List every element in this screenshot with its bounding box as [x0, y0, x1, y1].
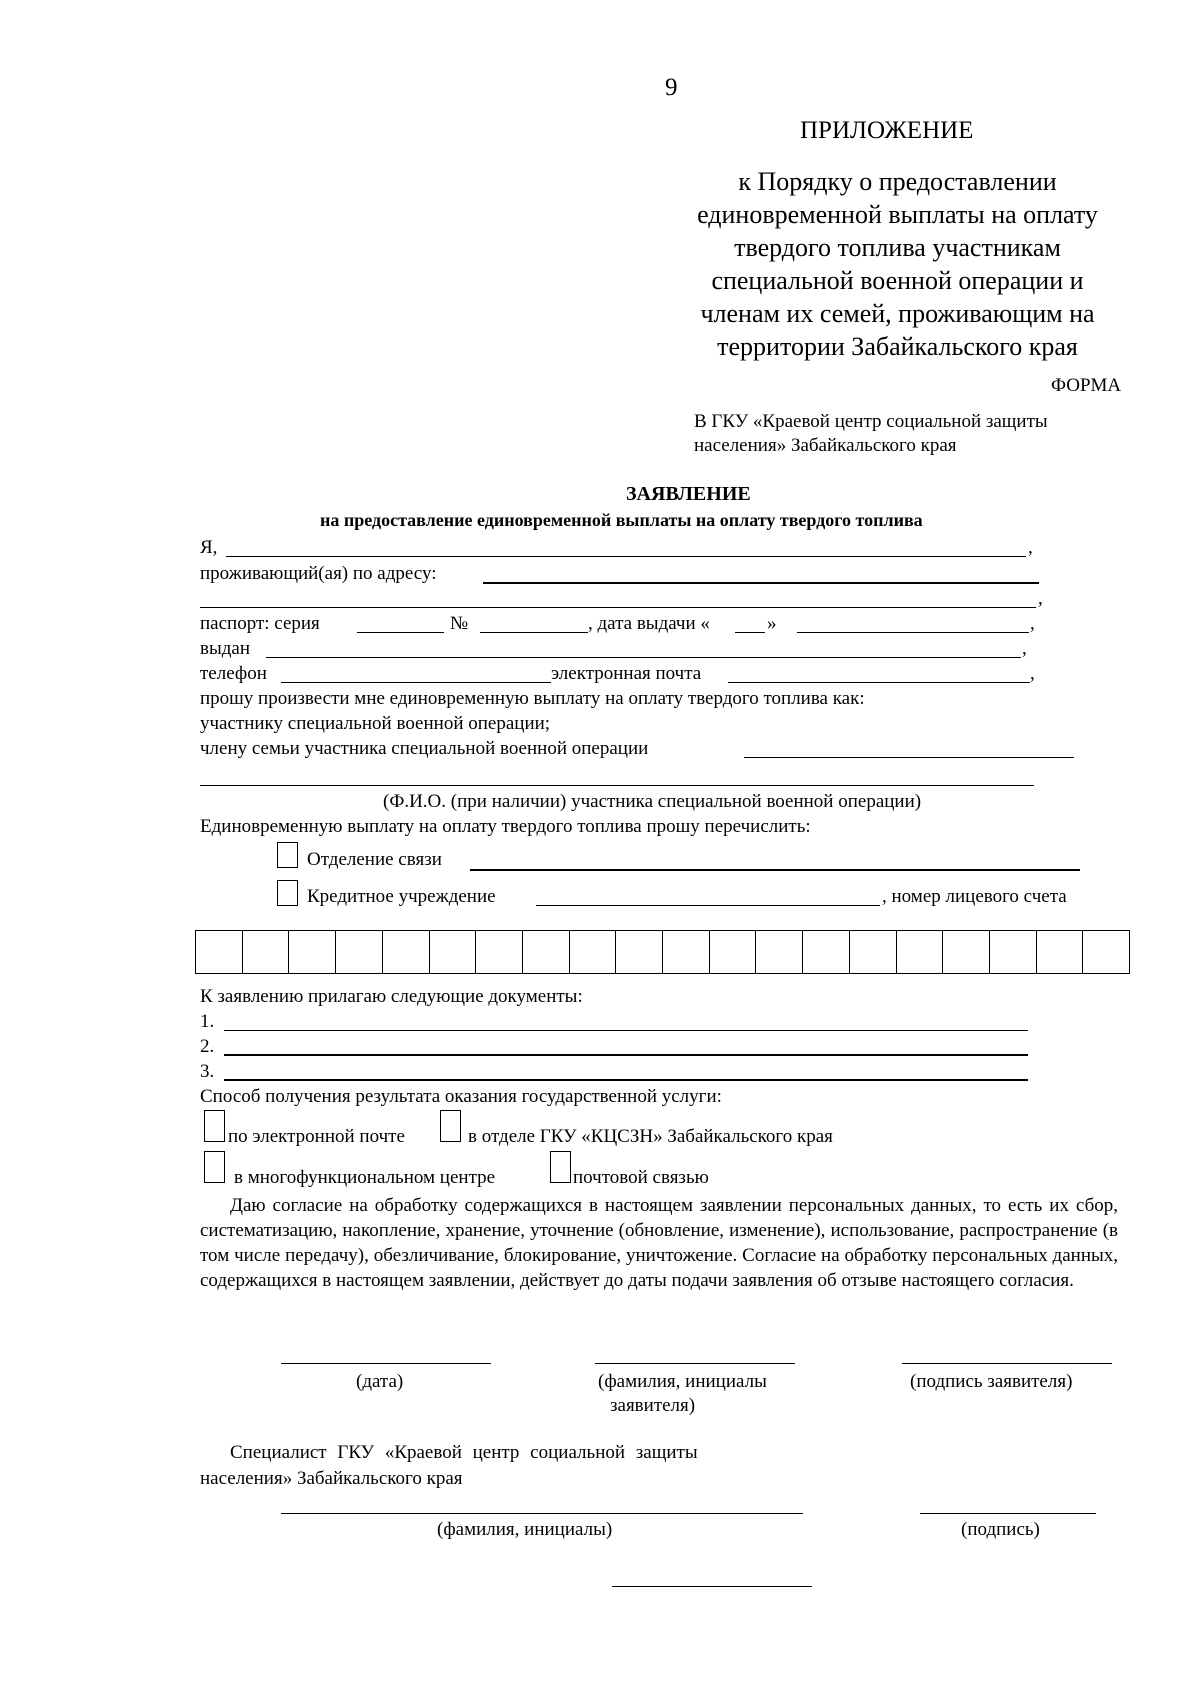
form-label: ФОРМА [1051, 375, 1122, 396]
phone-label: телефон [200, 663, 267, 684]
full-name-line[interactable] [226, 556, 1026, 557]
document-item-number: 1. [200, 1011, 215, 1032]
participant-fio-line-2[interactable] [200, 785, 1034, 786]
bank-line[interactable] [536, 905, 880, 906]
account-digit-cell[interactable] [430, 931, 477, 973]
applicant-name-line[interactable] [595, 1363, 795, 1364]
request-line1: прошу произвести мне единовременную выплату на оплату твердого топлива как: [200, 688, 865, 709]
applicant-signature-line[interactable] [902, 1363, 1112, 1364]
page-number: 9 [665, 74, 678, 101]
documents-intro: К заявлению прилагаю следующие документы: [200, 986, 583, 1007]
address-line-2[interactable] [200, 607, 1036, 608]
payment-intro: Единовременную выплату на оплату твердого топлива прошу перечислить: [200, 816, 811, 837]
issue-day-line[interactable] [735, 632, 765, 633]
issued-label: выдан [200, 638, 251, 659]
addressee-line1: В ГКУ «Краевой центр социальной защиты [694, 411, 1048, 432]
email-result-label: по электронной почте [228, 1126, 405, 1147]
account-digit-cell[interactable] [990, 931, 1037, 973]
post-office-line[interactable] [470, 869, 1080, 871]
account-digit-cell[interactable] [756, 931, 803, 973]
comma: , [1022, 638, 1027, 659]
email-line[interactable] [728, 682, 1030, 683]
statement-title: ЗАЯВЛЕНИЕ [626, 483, 751, 505]
document-line-1[interactable] [224, 1030, 1028, 1031]
applicant-name-caption-2: заявителя) [610, 1395, 696, 1416]
specialist-name-line[interactable] [281, 1513, 803, 1514]
account-digit-cell[interactable] [897, 931, 944, 973]
number-label: № [450, 613, 469, 634]
document-line-2[interactable] [224, 1054, 1028, 1056]
addressee-line2: населения» Забайкальского края [694, 435, 957, 456]
specialist-name-caption: (фамилия, инициалы) [437, 1519, 613, 1540]
account-digit-cell[interactable] [663, 931, 710, 973]
account-digit-cell[interactable] [570, 931, 617, 973]
applicant-signature-caption: (подпись заявителя) [910, 1371, 1073, 1392]
mfc-result-label: в многофункциональном центре [234, 1167, 496, 1188]
account-digit-cell[interactable] [476, 931, 523, 973]
account-digit-cell[interactable] [196, 931, 243, 973]
specialist-line1: Специалист ГКУ «Краевой центр социальной защиты [230, 1442, 698, 1463]
consent-text: Даю согласие на обработку содержащихся в настоящем заявлении персональных данных, то есть их сбор, систематизацию, накопление, хранение, уточнение (обновление, изменение), использование, распространение (в том числе передачу), обезличивание, блокирование, уничтожение. Согласие на обработку персональных данных, содержащихся в настоящем заявлении, действует до даты подачи заявления об отзыве настоящего согласия. [200, 1195, 1118, 1291]
comma: , [1028, 537, 1033, 558]
account-digit-cell[interactable] [523, 931, 570, 973]
account-digit-cell[interactable] [336, 931, 383, 973]
account-label: , номер лицевого счета [882, 886, 1067, 907]
appendix-line: территории Забайкальского края [717, 332, 1078, 361]
date-caption: (дата) [356, 1371, 404, 1392]
issued-by-line[interactable] [266, 657, 1021, 658]
applicant-name-caption: (фамилия, инициалы [598, 1371, 767, 1392]
account-digit-cell[interactable] [943, 931, 990, 973]
passport-label: паспорт: серия [200, 613, 320, 634]
date-signature-line[interactable] [281, 1363, 491, 1364]
mail-result-checkbox[interactable] [550, 1151, 571, 1183]
appendix-line: единовременной выплаты на оплату [697, 200, 1098, 229]
bank-label: Кредитное учреждение [307, 886, 496, 907]
residing-label: проживающий(ая) по адресу: [200, 563, 437, 584]
office-result-checkbox[interactable] [440, 1110, 461, 1142]
document-item-number: 3. [200, 1061, 215, 1082]
document-item-number: 2. [200, 1036, 215, 1057]
result-method-intro: Способ получения результата оказания государственной услуги: [200, 1086, 722, 1107]
appendix-line: твердого топлива участникам [734, 233, 1061, 262]
account-number-grid[interactable] [195, 930, 1130, 974]
fio-caption: (Ф.И.О. (при наличии) участника специальной военной операции) [383, 791, 922, 812]
i-label: Я, [200, 537, 218, 558]
comma: , [1038, 588, 1043, 609]
account-digit-cell[interactable] [1083, 931, 1129, 973]
statement-subtitle: на предоставление единовременной выплаты на оплату твердого топлива [320, 510, 923, 530]
specialist-signature-line[interactable] [920, 1513, 1096, 1514]
mail-result-label: почтовой связью [573, 1167, 709, 1188]
account-digit-cell[interactable] [803, 931, 850, 973]
account-digit-cell[interactable] [289, 931, 336, 973]
appendix-line: членам их семей, проживающим на [700, 299, 1095, 328]
bottom-line[interactable] [612, 1586, 812, 1587]
appendix-title: ПРИЛОЖЕНИЕ [800, 117, 974, 144]
account-digit-cell[interactable] [243, 931, 290, 973]
account-digit-cell[interactable] [850, 931, 897, 973]
mfc-result-checkbox[interactable] [204, 1151, 225, 1183]
appendix-line: специальной военной операции и [711, 266, 1084, 295]
appendix-line: к Порядку о предоставлении [738, 167, 1057, 196]
specialist-line2: населения» Забайкальского края [200, 1468, 463, 1489]
office-result-label: в отделе ГКУ «КЦСЗН» Забайкальского края [468, 1126, 833, 1147]
appendix-text [670, 165, 1125, 363]
account-digit-cell[interactable] [710, 931, 757, 973]
email-result-checkbox[interactable] [204, 1110, 225, 1142]
request-line3: члену семьи участника специальной военной операции [200, 738, 649, 759]
issue-date-label: , дата выдачи « [588, 613, 710, 634]
comma: , [1030, 663, 1035, 684]
issue-date-close: » [767, 613, 777, 634]
request-line2: участнику специальной военной операции; [200, 713, 551, 734]
address-line[interactable] [483, 582, 1039, 584]
document-line-3[interactable] [224, 1079, 1028, 1081]
account-digit-cell[interactable] [1037, 931, 1084, 973]
account-digit-cell[interactable] [616, 931, 663, 973]
post-office-label: Отделение связи [307, 849, 442, 870]
passport-series-line[interactable] [357, 632, 444, 633]
post-office-checkbox[interactable] [277, 842, 298, 868]
issue-date-line[interactable] [797, 632, 1029, 633]
passport-number-line[interactable] [480, 632, 588, 633]
bank-checkbox[interactable] [277, 880, 298, 906]
specialist-signature-caption: (подпись) [961, 1519, 1040, 1540]
comma: , [1030, 613, 1035, 634]
phone-line[interactable] [281, 682, 551, 683]
email-label: электронная почта [551, 663, 702, 684]
account-digit-cell[interactable] [383, 931, 430, 973]
participant-fio-line[interactable] [744, 757, 1074, 758]
